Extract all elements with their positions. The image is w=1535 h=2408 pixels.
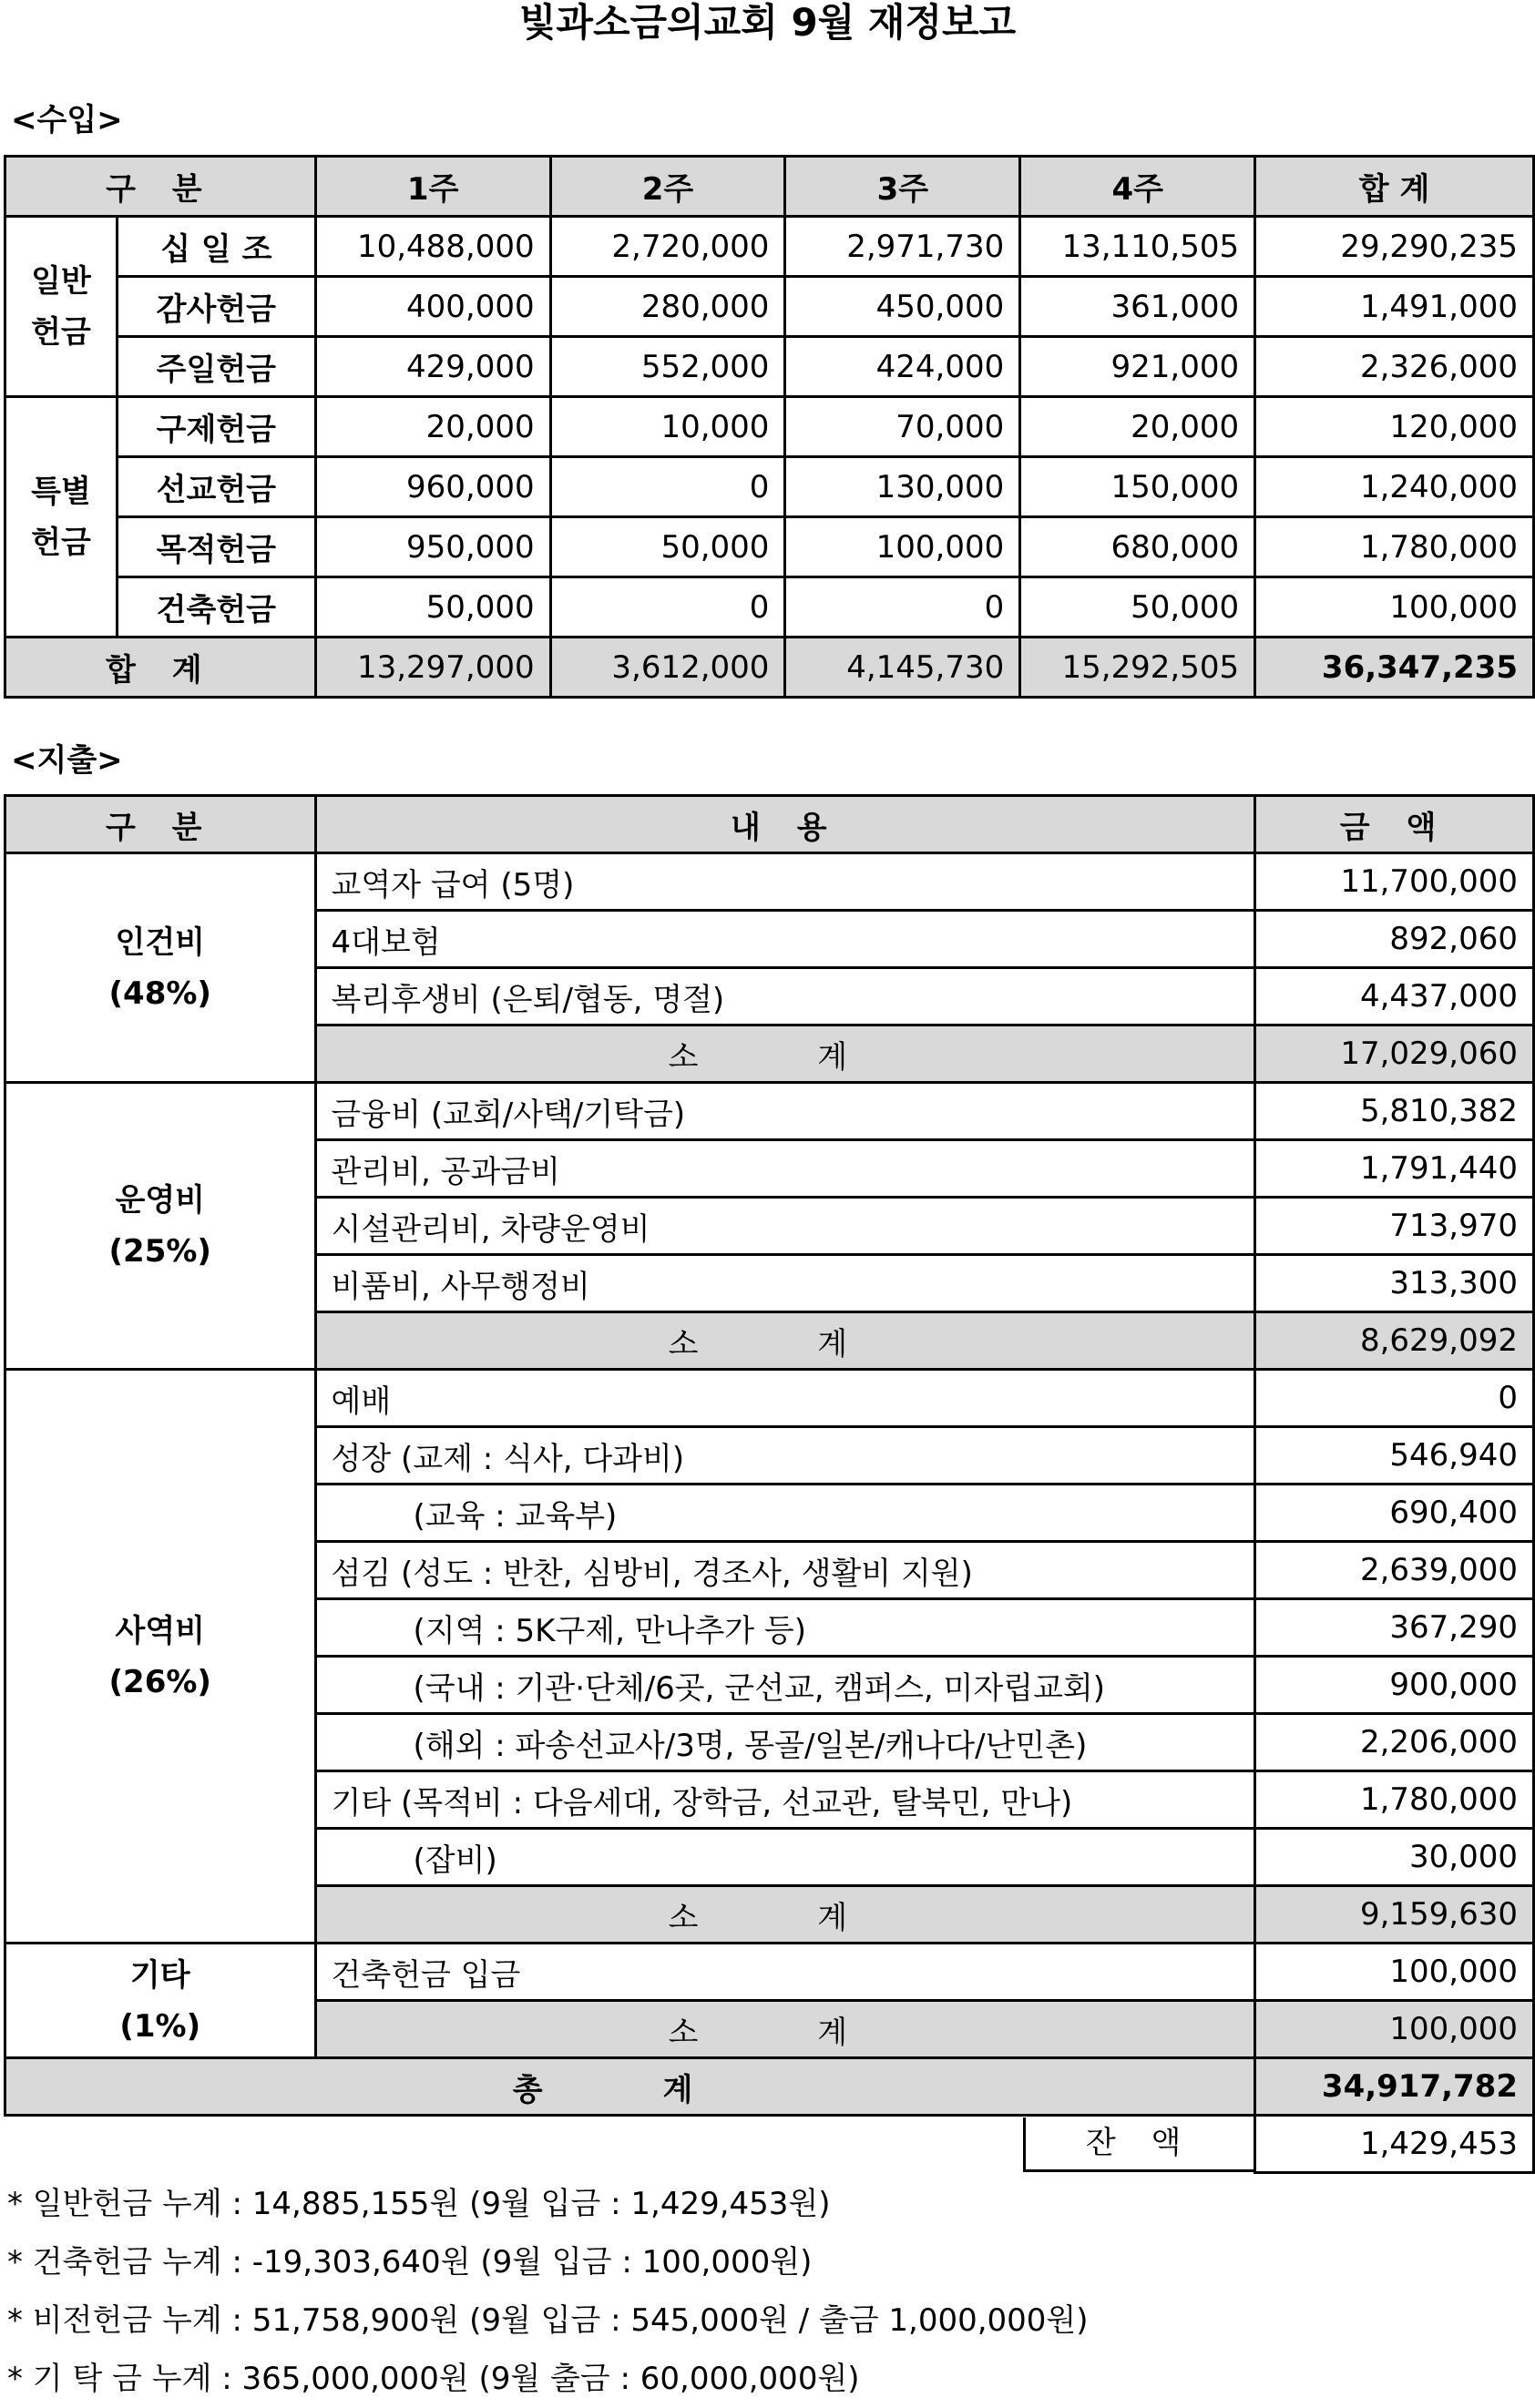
table-row <box>5 638 1534 698</box>
subtotal-amount: 17,029,060 <box>1255 1025 1534 1083</box>
income-cell-w3: 450,000 <box>785 277 1020 337</box>
income-cell-w4: 921,000 <box>1020 337 1255 397</box>
income-row-label: 목적헌금 <box>117 517 315 577</box>
income-cell-w1: 960,000 <box>315 457 550 517</box>
income-cell-w4: 361,000 <box>1020 277 1255 337</box>
subtotal-label: 소 계 <box>315 1025 1255 1083</box>
expense-item-text: 4대보험 <box>315 911 1255 968</box>
table-row <box>5 2116 1534 2173</box>
table-row <box>5 577 1534 638</box>
income-total-w1: 13,297,000 <box>315 638 550 698</box>
expense-group-name: 사역비 (26%) <box>5 1370 316 1944</box>
note-line: * 기 탁 금 누계 : 365,000,000원 (9월 출금 : 60,000,000원) <box>7 2361 860 2397</box>
expense-group-name: 기타 (1%) <box>5 1944 316 2058</box>
expense-item-amount: 11,700,000 <box>1255 853 1534 911</box>
income-row-label: 주일헌금 <box>117 337 315 397</box>
expense-item-text: (국내 : 기관·단체/6곳, 군선교, 캠퍼스, 미자립교회) <box>315 1657 1255 1714</box>
income-cell-w3: 0 <box>785 577 1020 638</box>
income-group-name: 일반 헌금 <box>5 217 118 397</box>
notes-list <box>7 2175 1089 2408</box>
expense-item-amount: 4,437,000 <box>1255 968 1534 1025</box>
expense-section-label: <지출> <box>11 742 123 779</box>
income-total-label: 합 계 <box>5 638 316 698</box>
expense-item-text: (지역 : 5K구제, 만나추가 등) <box>315 1599 1255 1657</box>
expense-header-content: 내 용 <box>315 796 1255 853</box>
income-cell-w2: 0 <box>550 577 785 638</box>
income-row-label: 구제헌금 <box>117 397 315 457</box>
income-row-label: 선교헌금 <box>117 457 315 517</box>
income-cell-w1: 429,000 <box>315 337 550 397</box>
table-row <box>5 217 1534 277</box>
table-row <box>5 517 1534 577</box>
expense-item-text: 교역자 급여 (5명) <box>315 853 1255 911</box>
income-cell-total: 1,780,000 <box>1255 517 1534 577</box>
grand-total-amount: 34,917,782 <box>1255 2058 1534 2116</box>
income-cell-w4: 50,000 <box>1020 577 1255 638</box>
grand-total-label: 총 계 <box>5 2058 1255 2116</box>
income-cell-total: 2,326,000 <box>1255 337 1534 397</box>
expense-item-amount: 5,810,382 <box>1255 1083 1534 1140</box>
income-cell-w3: 424,000 <box>785 337 1020 397</box>
expense-item-text: 시설관리비, 차량운영비 <box>315 1198 1255 1255</box>
expense-header-gubun: 구 분 <box>5 796 316 853</box>
income-group-name: 특별 헌금 <box>5 397 118 638</box>
expense-item-amount: 1,780,000 <box>1255 1771 1534 1829</box>
income-row-label: 십 일 조 <box>117 217 315 277</box>
expense-item-text: 성장 (교제 : 식사, 다과비) <box>315 1427 1255 1485</box>
income-cell-w2: 280,000 <box>550 277 785 337</box>
expense-item-amount: 1,791,440 <box>1255 1140 1534 1198</box>
expense-item-amount: 546,940 <box>1255 1427 1534 1485</box>
income-table <box>4 155 1535 699</box>
expense-item-amount: 367,290 <box>1255 1599 1534 1657</box>
expense-item-text: (잡비) <box>315 1829 1255 1886</box>
note-line: * 건축헌금 누계 : -19,303,640원 (9월 입금 : 100,000원) <box>7 2244 813 2280</box>
income-cell-w1: 950,000 <box>315 517 550 577</box>
income-cell-w4: 20,000 <box>1020 397 1255 457</box>
table-row <box>5 337 1534 397</box>
expense-item-text: 금융비 (교회/사택/기탁금) <box>315 1083 1255 1140</box>
expense-item-text: 비품비, 사무행정비 <box>315 1255 1255 1312</box>
table-row <box>5 1083 1534 1140</box>
income-total-w3: 4,145,730 <box>785 638 1020 698</box>
income-cell-w2: 10,000 <box>550 397 785 457</box>
subtotal-amount: 8,629,092 <box>1255 1312 1534 1370</box>
expense-item-amount: 313,300 <box>1255 1255 1534 1312</box>
expense-item-amount: 900,000 <box>1255 1657 1534 1714</box>
expense-group-name: 운영비 (25%) <box>5 1083 316 1370</box>
table-row <box>5 397 1534 457</box>
expense-item-text: (해외 : 파송선교사/3명, 몽골/일본/캐나다/난민촌) <box>315 1714 1255 1771</box>
expense-item-amount: 690,400 <box>1255 1485 1534 1542</box>
expense-item-amount: 2,639,000 <box>1255 1542 1534 1599</box>
income-header-w2: 2주 <box>550 157 785 217</box>
expense-header-amount: 금 액 <box>1255 796 1534 853</box>
income-cell-w2: 2,720,000 <box>550 217 785 277</box>
income-grand-total: 36,347,235 <box>1255 638 1534 698</box>
income-cell-w4: 13,110,505 <box>1020 217 1255 277</box>
expense-item-text: 예배 <box>315 1370 1255 1427</box>
income-cell-total: 1,491,000 <box>1255 277 1534 337</box>
income-cell-w1: 400,000 <box>315 277 550 337</box>
income-cell-w2: 552,000 <box>550 337 785 397</box>
page-title: 빛과소금의교회 9월 재정보고 <box>518 0 1017 45</box>
income-cell-w3: 2,971,730 <box>785 217 1020 277</box>
income-header-total: 합 계 <box>1255 157 1534 217</box>
income-cell-w3: 100,000 <box>785 517 1020 577</box>
table-row <box>5 2058 1534 2116</box>
table-row <box>5 1370 1534 1427</box>
expense-item-text: (교육 : 교육부) <box>315 1485 1255 1542</box>
subtotal-label: 소 계 <box>315 2001 1255 2058</box>
expense-item-text: 섬김 (성도 : 반찬, 심방비, 경조사, 생활비 지원) <box>315 1542 1255 1599</box>
income-cell-total: 29,290,235 <box>1255 217 1534 277</box>
expense-table <box>4 794 1535 2174</box>
subtotal-label: 소 계 <box>315 1886 1255 1944</box>
balance-spacer <box>5 2116 316 2173</box>
income-header-w1: 1주 <box>315 157 550 217</box>
income-section-label: <수입> <box>11 102 123 138</box>
table-row <box>5 796 1534 853</box>
income-cell-w3: 130,000 <box>785 457 1020 517</box>
expense-item-text: 건축헌금 입금 <box>315 1944 1255 2001</box>
income-cell-w1: 50,000 <box>315 577 550 638</box>
expense-group-name: 인건비 (48%) <box>5 853 316 1083</box>
income-cell-w4: 150,000 <box>1020 457 1255 517</box>
income-cell-w3: 70,000 <box>785 397 1020 457</box>
income-header-gubun: 구 분 <box>5 157 316 217</box>
income-total-w2: 3,612,000 <box>550 638 785 698</box>
table-row <box>5 853 1534 911</box>
expense-item-amount: 713,970 <box>1255 1198 1534 1255</box>
balance-amount: 1,429,453 <box>1255 2116 1534 2173</box>
income-cell-w2: 0 <box>550 457 785 517</box>
income-cell-w1: 10,488,000 <box>315 217 550 277</box>
income-cell-w2: 50,000 <box>550 517 785 577</box>
expense-item-amount: 100,000 <box>1255 1944 1534 2001</box>
expense-item-amount: 2,206,000 <box>1255 1714 1534 1771</box>
table-row <box>5 157 1534 217</box>
income-cell-total: 120,000 <box>1255 397 1534 457</box>
income-cell-w4: 680,000 <box>1020 517 1255 577</box>
expense-item-text: 기타 (목적비 : 다음세대, 장학금, 선교관, 탈북민, 만나) <box>315 1771 1255 1829</box>
table-row <box>5 1944 1534 2001</box>
table-row <box>5 277 1534 337</box>
income-header-w4: 4주 <box>1020 157 1255 217</box>
expense-item-amount: 892,060 <box>1255 911 1534 968</box>
income-row-label: 감사헌금 <box>117 277 315 337</box>
expense-item-amount: 30,000 <box>1255 1829 1534 1886</box>
expense-item-text: 관리비, 공과금비 <box>315 1140 1255 1198</box>
expense-item-amount: 0 <box>1255 1370 1534 1427</box>
income-total-w4: 15,292,505 <box>1020 638 1255 698</box>
expense-item-text: 복리후생비 (은퇴/협동, 명절) <box>315 968 1255 1025</box>
subtotal-amount: 9,159,630 <box>1255 1886 1534 1944</box>
note-line: * 비전헌금 누계 : 51,758,900원 (9월 입금 : 545,000원 / 출금 1,000,000원) <box>7 2302 1089 2339</box>
table-row <box>5 457 1534 517</box>
income-header-w3: 3주 <box>785 157 1020 217</box>
income-cell-total: 1,240,000 <box>1255 457 1534 517</box>
income-row-label: 건축헌금 <box>117 577 315 638</box>
income-cell-w1: 20,000 <box>315 397 550 457</box>
balance-label-box: 잔 액 <box>1023 2117 1254 2172</box>
note-line: * 일반헌금 누계 : 14,885,155원 (9월 입금 : 1,429,453원) <box>7 2186 831 2222</box>
subtotal-amount: 100,000 <box>1255 2001 1534 2058</box>
income-cell-total: 100,000 <box>1255 577 1534 638</box>
balance-label <box>315 2116 1255 2173</box>
subtotal-label: 소 계 <box>315 1312 1255 1370</box>
